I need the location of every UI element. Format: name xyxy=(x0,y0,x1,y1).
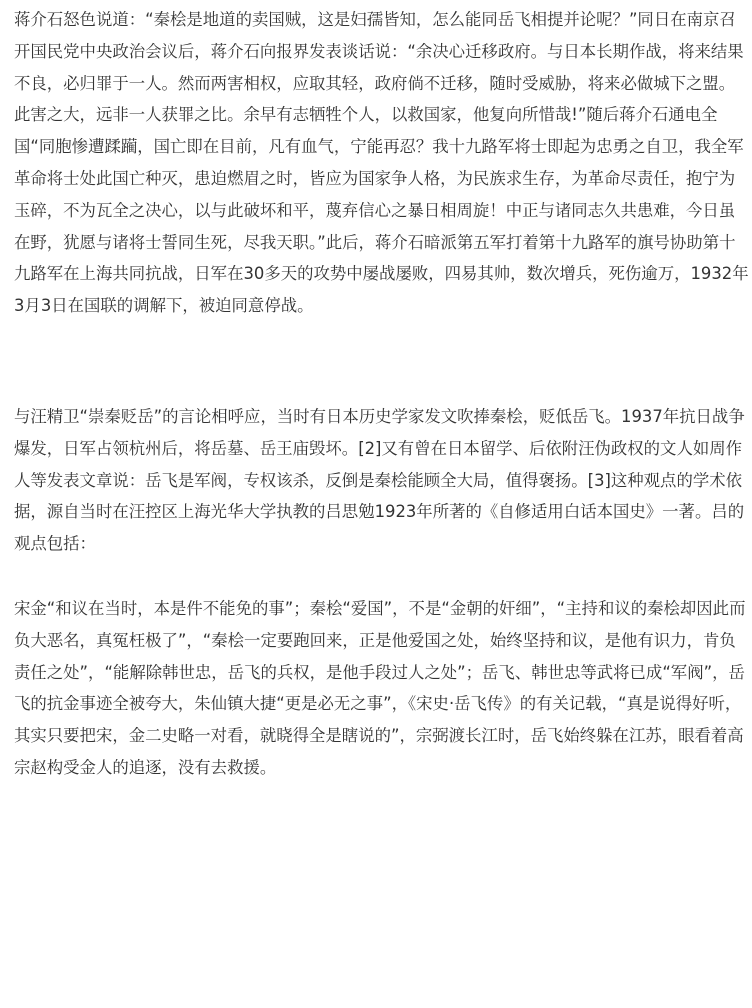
article-paragraph: 宋金“和议在当时，本是件不能免的事”；秦桧“爱国”，不是“金朝的奸细”，“主持和议的秦桧却因此而负大恶名，真冤枉极了”，“秦桧一定要跑回来，正是他爱国之处，始终坚持和议，是他有识力，肯负责任之处”，“能解除韩世忠，岳飞的兵权，是他手段过人之处”；岳飞、韩世忠等武将已成“军阀”，岳飞的抗金事迹全被夸大，朱仙镇大捷“更是必无之事”，《宋史·岳飞传》的有关记载，“真是说得好听，其实只要把宋，金二史略一对看，就晓得全是瞎说的”，宗弼渡长江时，岳飞始终躲在江苏，眼看着高宗赵构受金人的追逐，没有去救援。 xyxy=(14,598,746,777)
article-body xyxy=(14,4,750,784)
article-paragraph: 与汪精卫“崇秦贬岳”的言论相呼应，当时有日本历史学家发文吹捧秦桧，贬低岳飞。1937年抗日战争爆发，日军占领杭州后，将岳墓、岳王庙毁坏。[2]又有曾在日本留学、后依附汪伪政权的文人如周作人等发表文章说：岳飞是军阀，专权该杀，反倒是秦桧能顾全大局，值得褒扬。[3]这种观点的学术依据，源自当时在汪控区上海光华大学执教的吕思勉1923年所著的《自修适用白话本国史》一著。吕的观点包括： xyxy=(14,406,745,554)
article-paragraph: 蒋介石怒色说道：“秦桧是地道的卖国贼，这是妇孺皆知，怎么能同岳飞相提并论呢？”同日在南京召开国民党中央政治会议后，蒋介石向报界发表谈话说：“余决心迁移政府。与日本长期作战，将来结果不良，必归罪于一人。然而两害相权，应取其轻，政府倘不迁移，随时受威胁，将来必做城下之盟。此害之大，远非一人获罪之比。余早有志牺牲个人，以救国家，他复向所惜哉!”随后蒋介石通电全国“同胞惨遭蹂躏，国亡即在目前，凡有血气，宁能再忍？我十九路军将士即起为忠勇之自卫，我全军革命将士处此国亡种灭，患迫燃眉之时，皆应为国家争人格，为民族求生存，为革命尽责任，抱宁为玉碎，不为瓦全之决心，以与此破坏和平，蔑弃信心之暴日相周旋！中正与诸同志久共患难，今日虽在野，犹愿与诸将士誓同生死，尽我天职。”此后，蒋介石暗派第五军打着第十九路军的旗号协助第十九路军在上海共同抗战，日军在30多天的攻势中屡战屡败，四易其帅，数次增兵，死伤逾万，1932年3月3日在国联的调解下，被迫同意停战。 xyxy=(14,10,749,316)
